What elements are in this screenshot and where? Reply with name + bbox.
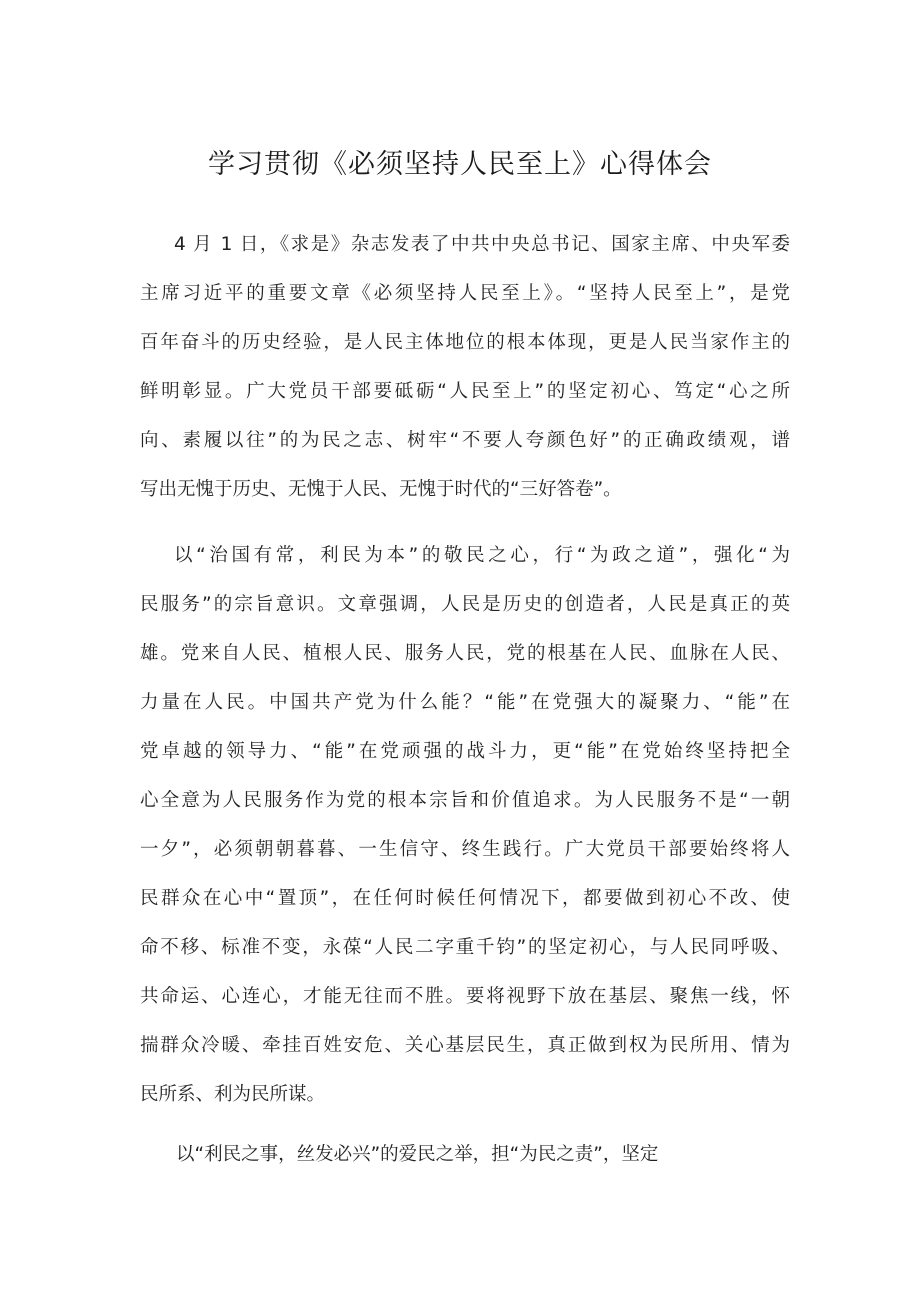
paragraph-line: 心全意为人民服务作为党的根本宗旨和价值追求。为人民服务不是“一朝 bbox=[140, 790, 790, 811]
paragraph-line: 一夕”，必须朝朝暮暮、一生信守、终生践行。广大党员干部要始终将人 bbox=[140, 839, 790, 860]
paragraph-line: 雄。党来自人民、植根人民、服务人民，党的根基在人民、血脉在人民、 bbox=[140, 643, 790, 664]
paragraph-line: 鲜明彰显。广大党员干部要砥砺“人民至上”的坚定初心、笃定“心之所 bbox=[140, 381, 790, 402]
paragraph-line: 以“治国有常，利民为本”的敬民之心，行“为政之道”，强化“为 bbox=[174, 545, 790, 566]
paragraph-line: 民所系、利为民所谋。 bbox=[140, 1084, 326, 1105]
document-title: 学习贯彻《必须坚持人民至上》心得体会 bbox=[208, 149, 712, 180]
paragraph-line: 向、素履以往”的为民之志、树牢“不要人夸颜色好”的正确政绩观，谱 bbox=[140, 430, 790, 451]
paragraph-line: 共命运、心连心，才能无往而不胜。要将视野下放在基层、聚焦一线，怀 bbox=[140, 986, 790, 1007]
paragraph-line: 百年奋斗的历史经验，是人民主体地位的根本体现，更是人民当家作主的 bbox=[140, 332, 790, 353]
paragraph-line: 力量在人民。中国共产党为什么能？“能”在党强大的凝聚力、“能”在 bbox=[140, 692, 790, 713]
paragraph-line: 民群众在心中“置顶”，在任何时候任何情况下，都要做到初心不改、使 bbox=[140, 888, 790, 909]
paragraph-line: 民服务”的宗旨意识。文章强调，人民是历史的创造者，人民是真正的英 bbox=[140, 594, 790, 615]
paragraph-line: 命不移、标准不变，永葆“人民二字重千钧”的坚定初心，与人民同呼吸、 bbox=[140, 937, 790, 958]
paragraph-line: 写出无愧于历史、无愧于人民、无愧于时代的“三好答卷”。 bbox=[140, 479, 622, 500]
paragraph-line: 主席习近平的重要文章《必须坚持人民至上》。“坚持人民至上”，是党 bbox=[140, 283, 790, 304]
paragraph-line: 以“利民之事，丝发必兴”的爱民之举，担“为民之责”，坚定 bbox=[176, 1144, 659, 1165]
paragraph-line: 揣群众冷暖、牵挂百姓安危、关心基层民生，真正做到权为民所用、情为 bbox=[140, 1035, 790, 1056]
paragraph-line: 党卓越的领导力、“能”在党顽强的战斗力，更“能”在党始终坚持把全 bbox=[140, 741, 790, 762]
paragraph-line: 4 月 1 日，《求是》杂志发表了中共中央总书记、国家主席、中央军委 bbox=[174, 234, 790, 255]
